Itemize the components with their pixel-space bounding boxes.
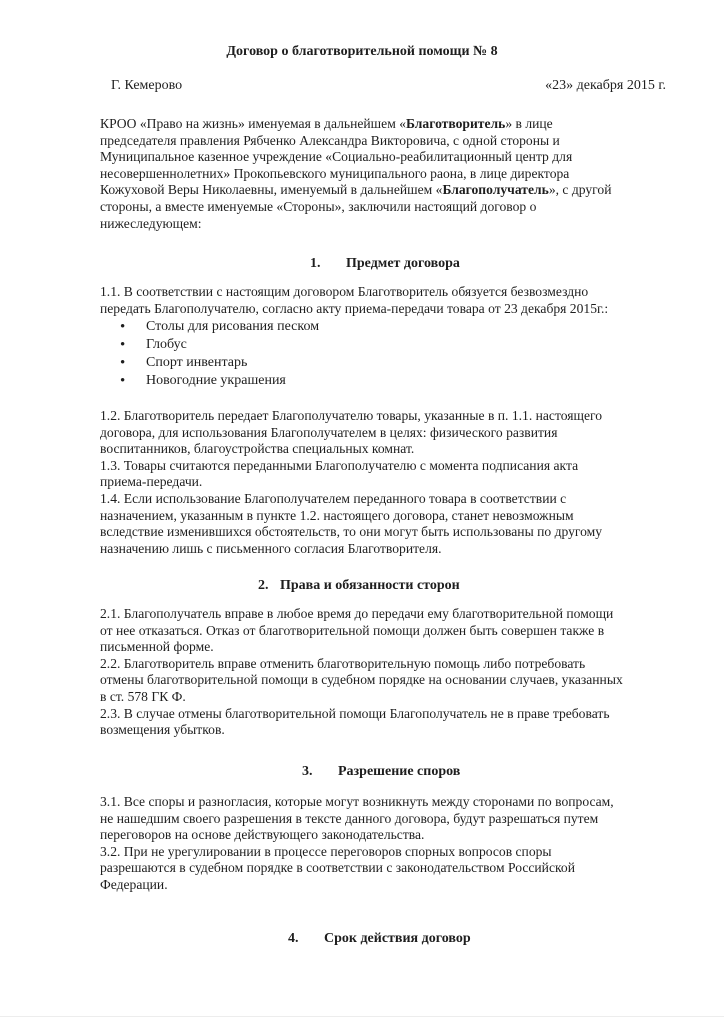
section-title: Права и обязанности сторон — [280, 578, 460, 593]
clause-line: Федерации. — [100, 876, 168, 892]
clause-line: переговоров на основе действующего законодательства. — [100, 827, 425, 843]
clause-line: назначению лишь с письменного согласия Благотворителя. — [100, 540, 442, 556]
clause-line: договора, для использования Благополучателем в целях: физического развития — [100, 424, 558, 440]
section-number: 2. — [258, 578, 269, 593]
page-edge-divider — [0, 1016, 724, 1017]
section-number: 1. — [310, 256, 321, 271]
clause-1-1 — [100, 284, 675, 317]
section-number: 3. — [302, 764, 313, 779]
intro-line: стороны, а вместе именуемые «Стороны», заключили настоящий договор о — [100, 198, 537, 214]
goods-list — [118, 318, 319, 390]
list-item: • Глобус — [118, 336, 319, 354]
clause-line: назначением, указанным в пункте 1.2. настоящего договора, станет невозможным — [100, 507, 574, 523]
clause-line: 3.1. Все споры и разногласия, которые могут возникнуть между сторонами по вопросам, — [100, 794, 614, 809]
intro-line: Муниципальное казенное учреждение «Социально-реабилитационный центр для — [100, 149, 573, 165]
section-1-heading — [310, 256, 460, 272]
intro-line: нижеследующем: — [100, 215, 202, 231]
clause-line: 1.4. Если использование Благополучателем переданного товара в соответствии с — [100, 490, 567, 506]
intro-paragraph — [100, 116, 675, 232]
clause-line: письменной форме. — [100, 639, 214, 655]
section-3-body — [100, 794, 675, 894]
intro-line: несовершеннолетних» Прокопьевского муниципального раона, в лице директора — [100, 165, 570, 181]
intro-line: Кожуховой Веры Николаевны, именуемый в дальнейшем «Благополучатель», с другой — [100, 182, 612, 198]
clause-line: 2.2. Благотворитель вправе отменить благотворительную помощь либо потребовать — [100, 655, 586, 671]
section-number: 4. — [288, 931, 299, 946]
clause-line: возмещения убытков. — [100, 722, 225, 738]
date-label: «23» декабря 2015 г. — [545, 78, 666, 93]
clause-line: 2.3. В случае отмены благотворительной помощи Благополучатель не в праве требовать — [100, 705, 610, 721]
clause-line: не нашедшим своего разрешения в тексте данного договора, будут разрешаться путем — [100, 810, 599, 826]
section-4-heading — [288, 931, 471, 947]
section-title: Предмет договора — [346, 256, 460, 271]
clause-line: от нее отказаться. Отказ от благотворительной помощи должен быть совершен также в — [100, 622, 605, 638]
clause-line: вследствие изменившихся обстоятельств, то они могут быть использованы по другому — [100, 524, 603, 540]
clause-line: передать Благополучателю, согласно акту приема-передачи товара от 23 декабря 2015г.: — [100, 300, 609, 316]
clauses-1-2-to-1-4 — [100, 408, 675, 557]
document-title: Договор о благотворительной помощи № 8 — [226, 44, 498, 59]
list-item: • Столы для рисования песком — [118, 318, 319, 336]
list-item: • Спорт инвентарь — [118, 354, 319, 372]
clause-line: 1.3. Товары считаются переданными Благополучателю с момента подписания акта — [100, 457, 579, 473]
intro-line: председателя правления Рябченко Александра Викторовича, с одной стороны и — [100, 132, 560, 148]
section-title: Срок действия договор — [324, 931, 471, 946]
clause-line: 2.1. Благополучатель вправе в любое время до передачи ему благотворительной помощи — [100, 606, 614, 621]
clause-line: разрешаются в судебном порядке в соответствии с законодательством Российской — [100, 860, 575, 876]
clause-line: воспитанников, благоустройства специальных комнат. — [100, 441, 415, 457]
section-3-heading — [302, 764, 460, 780]
section-2-body — [100, 606, 675, 739]
clause-line: отмены благотворительной помощи в судебном порядке на основании случаев, указанных — [100, 672, 623, 688]
list-item: • Новогодние украшения — [118, 372, 319, 390]
intro-line: КРОО «Право на жизнь» именуемая в дальнейшем «Благотворитель» в лице — [100, 116, 553, 131]
clause-line: приема-передачи. — [100, 474, 203, 490]
clause-line: 1.1. В соответствии с настоящим договором Благотворитель обязуется безвозмездно — [100, 284, 589, 299]
section-title: Разрешение споров — [338, 764, 461, 779]
section-2-heading — [258, 578, 460, 594]
clause-line: в ст. 578 ГК Ф. — [100, 688, 186, 704]
city-label: Г. Кемерово — [111, 78, 183, 93]
clause-line: 1.2. Благотворитель передает Благополучателю товары, указанные в п. 1.1. настоящего — [100, 408, 603, 423]
clause-line: 3.2. При не урегулировании в процессе переговоров спорных вопросов споры — [100, 843, 552, 859]
